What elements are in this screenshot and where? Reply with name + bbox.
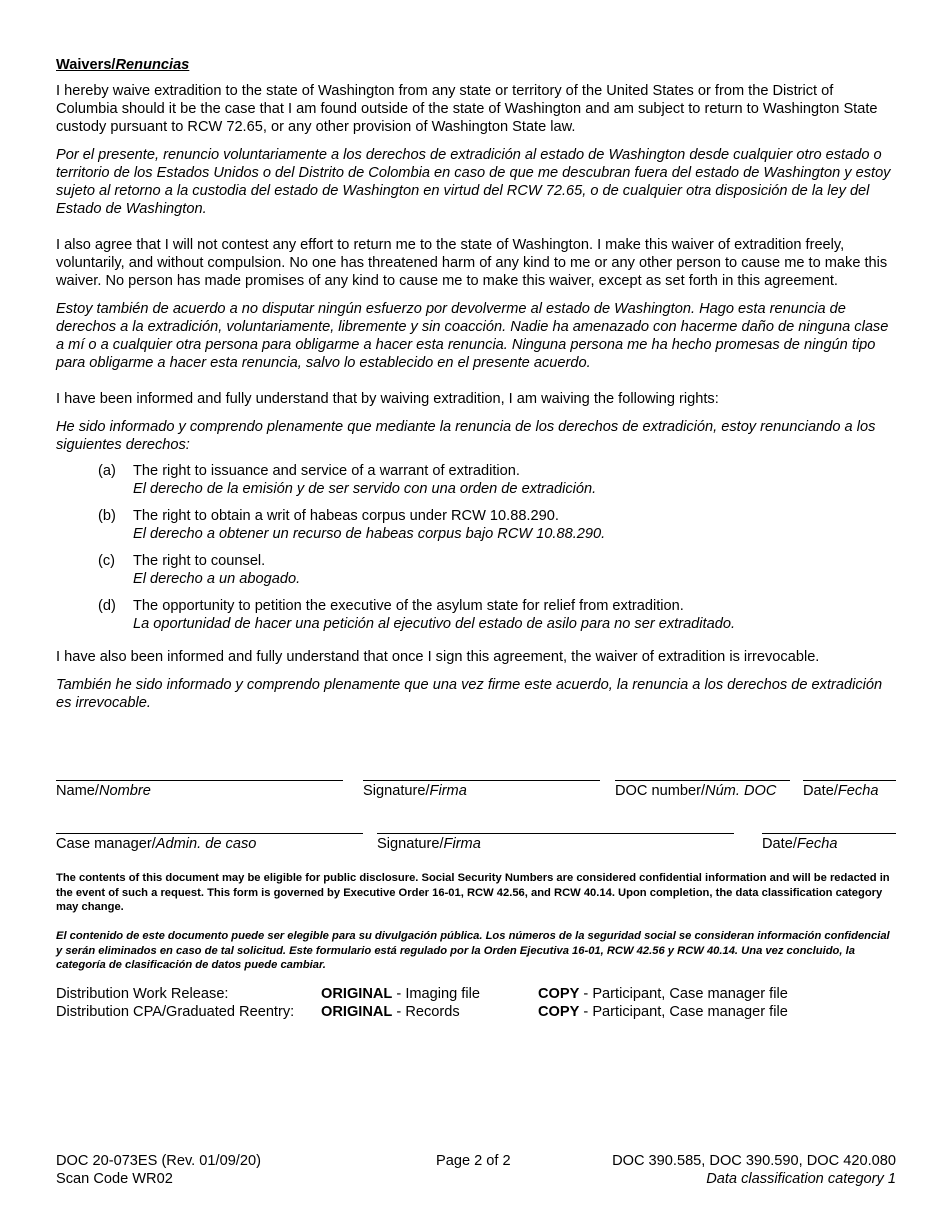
disclosure-notice-en: The contents of this document may be eligible for public disclosure. Social Security Numbers are considered confidential information and will be redacted in the event of such a request. This form is governed by Executive Order 16-01, RCW 42.56, and RCW 40.14. Upon completion, the data classification category may change. <box>56 872 890 913</box>
paragraph-rights-intro-en: I have been informed and fully understand that by waiving extradition, I am waiving the following rights: <box>56 391 719 407</box>
paragraph-rights-intro-es: He sido informado y comprendo plenamente que mediante la renuncia de los derechos de extradición, estoy renunciando a los siguientes derechos: <box>56 419 876 453</box>
list-item: (c) The right to counsel. El derecho a un abogado. <box>98 553 301 587</box>
paragraph-irrevocable-es: También he sido informado y comprendo plenamente que una vez firme este acuerdo, la renuncia a los derechos de extradición es irrevocable. <box>56 677 883 711</box>
scan-code: Scan Code WR02 <box>56 1171 173 1187</box>
name-field[interactable]: Name/Nombre <box>56 780 343 800</box>
case-manager-field[interactable]: Case manager/Admin. de caso <box>56 833 363 853</box>
paragraph-extradition-waiver-en: I hereby waive extradition to the state of Washington from any state or territory of the United States or from the District of Columbia should it be the case that I am found outside of the state of Washington and am subject to return to Washington State custody pursuant to RCW 72.65, or any other provision of Washington State law. <box>56 83 878 135</box>
list-item: (a) The right to issuance and service of a warrant of extradition. El derecho de la emisión y de ser servido con una orden de extradición. <box>98 463 597 497</box>
case-manager-signature-field[interactable]: Signature/Firma <box>377 833 734 853</box>
form-number: DOC 20-073ES (Rev. 01/09/20) <box>56 1153 261 1169</box>
page-footer <box>56 1152 896 1192</box>
list-item: (d) The opportunity to petition the executive of the asylum state for relief from extradition. La oportunidad de hacer una petición al ejecutivo del estado de asilo para no ser extraditado. <box>98 598 735 632</box>
signature-row-participant <box>56 780 896 820</box>
table-row: Distribution Work Release: ORIGINAL - Imaging file COPY - Participant, Case manager file <box>56 986 788 1002</box>
distribution-table <box>56 985 896 1021</box>
policy-references: DOC 390.585, DOC 390.590, DOC 420.080 <box>612 1153 896 1169</box>
paragraph-irrevocable-en: I have also been informed and fully understand that once I sign this agreement, the waiver of extradition is irrevocable. <box>56 649 820 665</box>
rights-list <box>56 462 896 633</box>
data-classification: Data classification category 1 <box>706 1171 896 1187</box>
paragraph-no-contest-en: I also agree that I will not contest any effort to return me to the state of Washington. I make this waiver of extradition freely, voluntarily, and without compulsion. No one has threatened harm of any kind to me or any other person to cause me to make this waiver. No person has made promises of any kind to cause me to make this waiver, except as set forth in this agreement. <box>56 237 888 289</box>
paragraph-extradition-waiver-es: Por el presente, renuncio voluntariamente a los derechos de extradición al estado de Washington desde cualquier otro estado o territorio de los Estados Unidos o del Distrito de Colombia en caso de que me descubran fuera del estado de Washington y estoy sujeto al retorno a la custodia del estado de Washington en virtud del RCW 72.65, o de cualquier otra disposición de la ley del Estado de Washington. <box>56 147 891 217</box>
signature-row-case-manager <box>56 833 896 873</box>
disclosure-notice-es: El contenido de este documento puede ser elegible para su divulgación pública. Los números de la seguridad social se consideran información confidencial y serán eliminados en caso de tal solicitud. Este formulario está regulado por la Orden Ejecutiva 16-01, RCW 42.56 y RCW 40.14. Una vez concluido, la categoría de clasificación de datos puede cambiar. <box>56 930 890 971</box>
paragraph-no-contest-es: Estoy también de acuerdo a no disputar ningún esfuerzo por devolverme al estado de Washington. Hago esta renuncia de derechos a la extradición, voluntariamente, libremente y sin coacción. Nadie ha amenazado con hacerme daño de ninguna clase a mí o a cualquier otra persona para obligarme a hacer esta renuncia. Ninguna persona me ha hecho promesas de ningún tipo para obligarme a hacer esta renuncia, salvo lo establecido en el presente acuerdo. <box>56 301 889 371</box>
case-manager-date-field[interactable]: Date/Fecha <box>762 833 896 853</box>
document-body <box>56 56 896 722</box>
doc-number-field[interactable]: DOC number/Núm. DOC <box>615 780 790 800</box>
table-row: Distribution CPA/Graduated Reentry: ORIGINAL - Records COPY - Participant, Case manager file <box>56 1004 788 1020</box>
participant-signature-field[interactable]: Signature/Firma <box>363 780 600 800</box>
page-number: Page 2 of 2 <box>436 1153 511 1169</box>
section-heading: Waivers/Renuncias <box>56 57 190 73</box>
participant-date-field[interactable]: Date/Fecha <box>803 780 896 800</box>
list-item: (b) The right to obtain a writ of habeas corpus under RCW 10.88.290. El derecho a obtener un recurso de habeas corpus bajo RCW 10.88.290. <box>98 508 606 542</box>
